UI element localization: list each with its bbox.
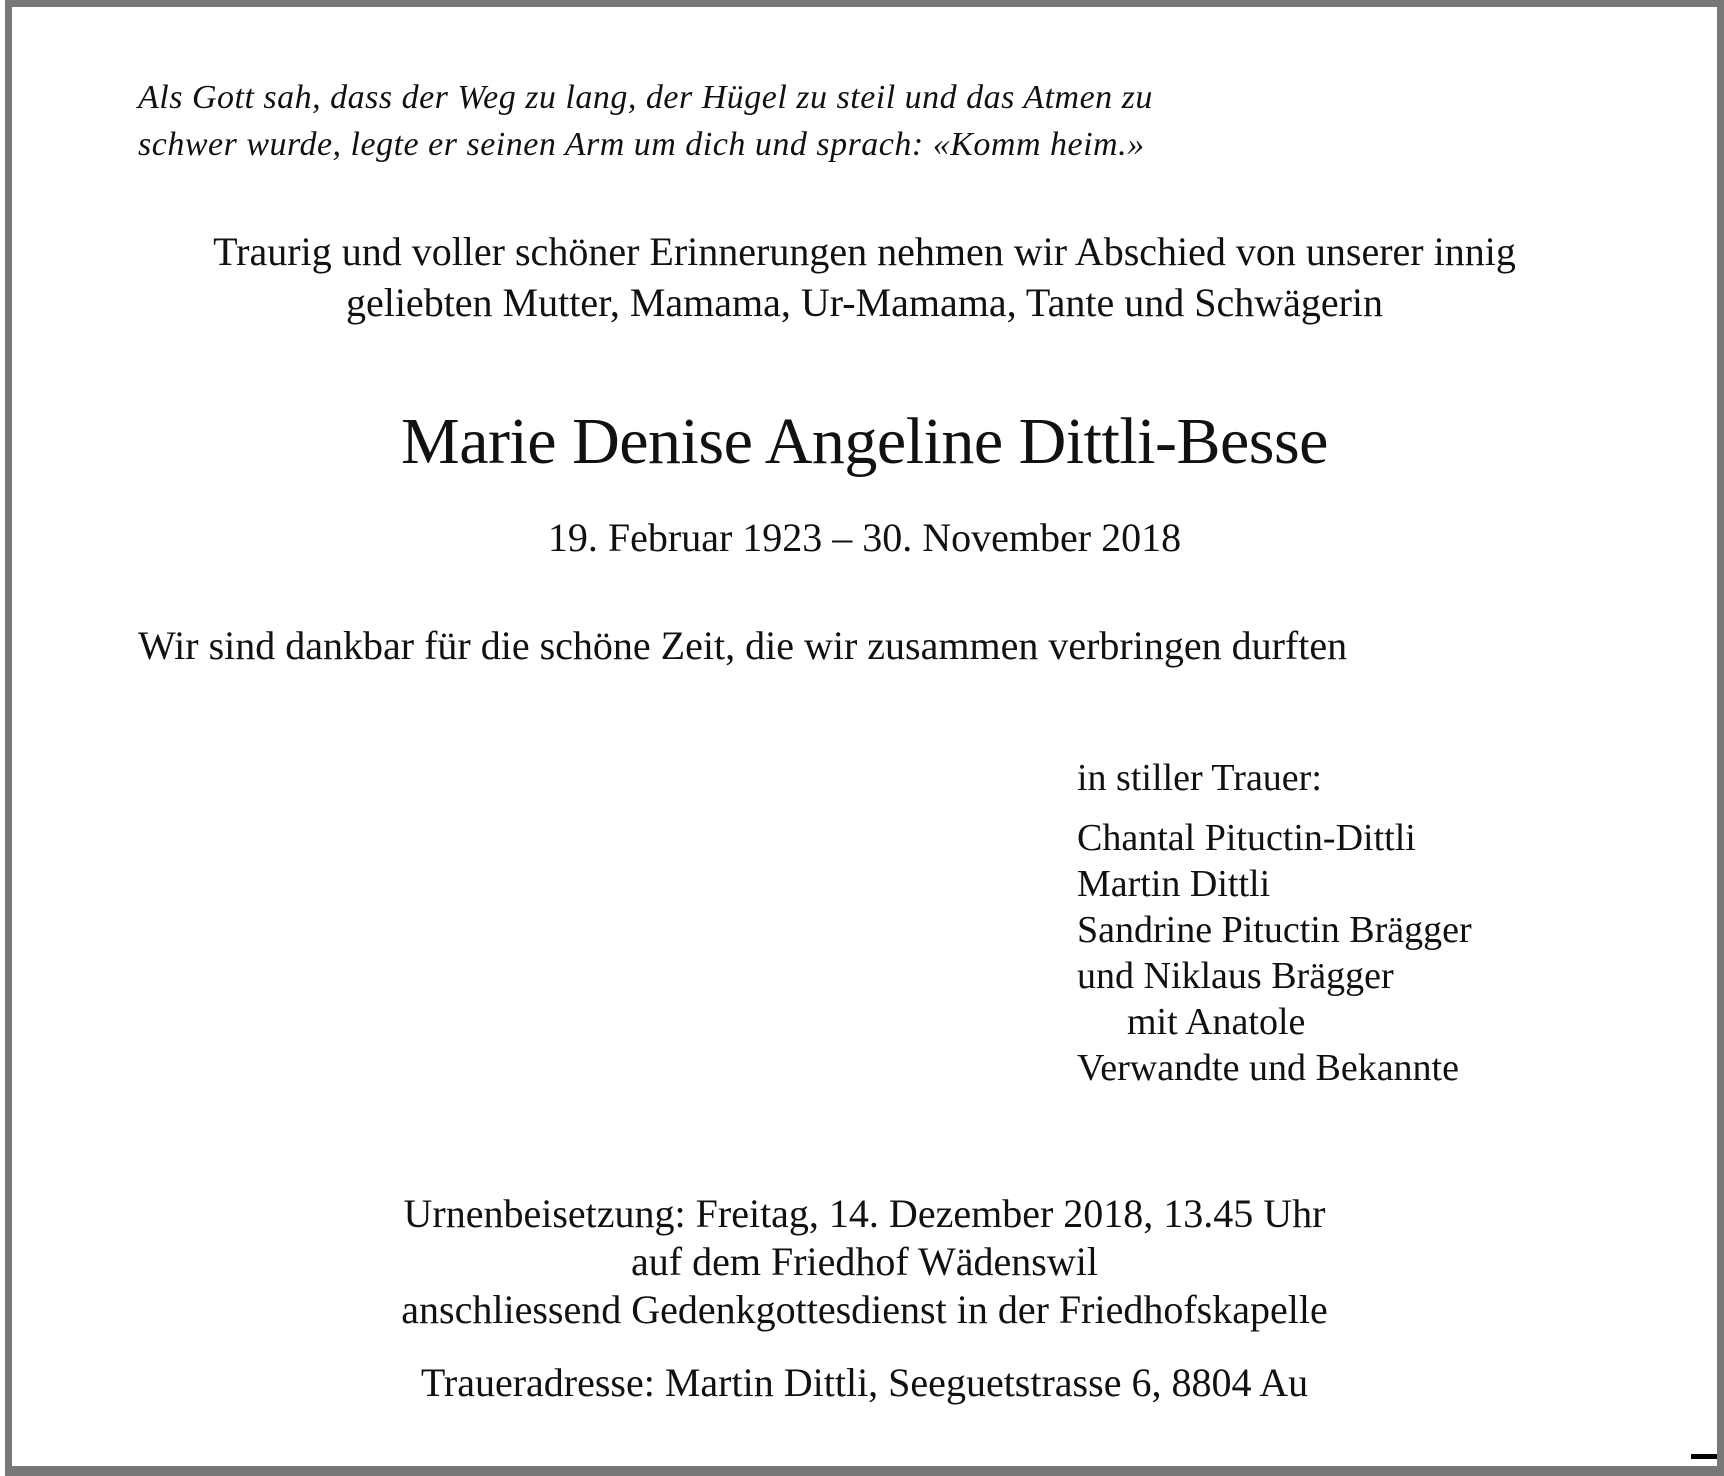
scan-frame [5,0,1724,1476]
life-dates: 19. Februar 1923 – 30. November 2018 [547,515,1182,560]
ceremony-line-1: Urnenbeisetzung: Freitag, 14. Dezember 2018, 13.45 Uhr [403,1191,1326,1236]
ceremony-line-3: anschliessend Gedenkgottesdienst in der Friedhofskapelle [401,1287,1328,1332]
intro-line-2: geliebten Mutter, Mamama, Ur-Mamama, Tante und Schwägerin [345,280,1384,325]
mourners-block [1077,755,1717,1091]
intro-line-1: Traurig und voller schöner Erinnerungen nehmen wir Abschied von unserer innig [213,229,1516,274]
ceremony-line-2: auf dem Friedhof Wädenswil [631,1239,1098,1284]
mourning-address: Traueradresse: Martin Dittli, Seeguetstrasse 6, 8804 Au [420,1360,1309,1405]
ceremony-details [12,1190,1717,1334]
mourners-heading: in stiller Trauer: [1077,757,1322,799]
mourner-name: Verwandte und Bekannte [1077,1047,1459,1089]
intro-paragraph [12,226,1717,328]
mourner-name: Sandrine Pituctin Brägger [1077,909,1472,951]
mourner-name: mit Anatole [1127,1001,1306,1043]
scan-artifact-mark [1691,1454,1717,1459]
gratitude-line: Wir sind dankbar für die schöne Zeit, die wir zusammen verbringen durften [138,623,1348,668]
epigraph-line-1: Als Gott sah, dass der Weg zu lang, der Hügel zu steil und das Atmen zu [138,79,1153,116]
mourner-name: Chantal Pituctin-Dittli [1077,817,1416,859]
mourner-name: Martin Dittli [1077,863,1271,905]
mourner-name: und Niklaus Brägger [1077,955,1394,997]
deceased-name: Marie Denise Angeline Dittli-Besse [401,405,1328,478]
epigraph-quote [138,74,1587,168]
epigraph-line-2: schwer wurde, legte er seinen Arm um dich und sprach: «Komm heim.» [138,126,1145,163]
